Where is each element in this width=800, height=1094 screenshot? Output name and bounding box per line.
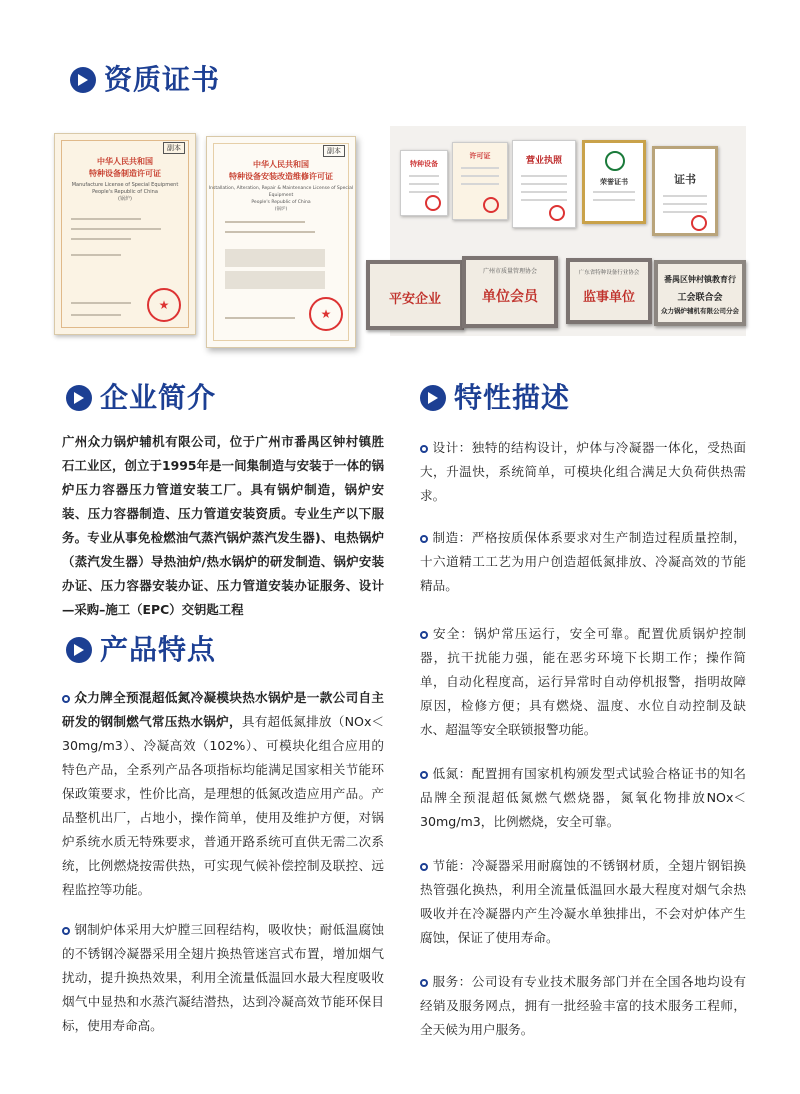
plaque-union: 番禺区钟村镇教育行 工会联合会 众力锅炉辅机有限公司分会 bbox=[654, 260, 746, 326]
cert-subtitle: Manufacture License of Special Equipment People's Republic of China (锅炉) bbox=[71, 182, 179, 202]
feature-energy-saving: 节能：冷凝器采用耐腐蚀的不锈钢材质，全翅片钢铝换热管强化换热，利用全流量低温回水最大程度对烟气余热吸收并在冷凝器内产生冷凝水单独排出，不会对炉体产生腐蚀，保证了使用寿命。 bbox=[420, 858, 746, 945]
heading-title: 产品特点 bbox=[100, 633, 217, 666]
red-seal-icon bbox=[147, 288, 181, 322]
heading-title: 企业简介 bbox=[100, 381, 217, 414]
circle-bullet-icon bbox=[420, 771, 428, 779]
feature-manufacturing: 制造：严格按质保体系要求对生产制造过程质量控制，十六道精工工艺为用户创造超低氮排放、冷凝高效的节能精品。 bbox=[420, 530, 746, 593]
arrow-circle-icon bbox=[66, 637, 92, 663]
heading-title: 特性描述 bbox=[454, 381, 571, 414]
circle-bullet-icon bbox=[420, 535, 428, 543]
business-license: 营业执照 bbox=[512, 140, 576, 228]
circle-bullet-icon bbox=[420, 979, 428, 987]
mini-certificate: 特种设备 bbox=[400, 150, 448, 216]
heading-company bbox=[66, 382, 216, 414]
gold-certificate: 荣誉证书 bbox=[582, 140, 646, 224]
mini-certificate: 许可证 bbox=[452, 142, 508, 220]
cert-title: 中华人民共和国 特种设备制造许可证 bbox=[89, 157, 161, 178]
certificate: 证书 bbox=[652, 146, 718, 236]
arrow-circle-icon bbox=[70, 67, 96, 93]
certificate-collage bbox=[390, 126, 746, 336]
circle-bullet-icon bbox=[420, 445, 428, 453]
circle-bullet-icon bbox=[62, 927, 70, 935]
heading-features bbox=[420, 382, 570, 414]
heading-product bbox=[66, 634, 216, 666]
cert-title: 中华人民共和国 特种设备安装改造维修许可证 bbox=[229, 160, 333, 181]
red-seal-icon bbox=[309, 297, 343, 331]
feature-service: 服务：公司设有专业技术服务部门并在全国各地均设有经销及服务网点，拥有一批经验丰富的技术服务工程师，全天候为用户服务。 bbox=[420, 974, 746, 1037]
product-feature-paragraph: 众力牌全预混超低氮冷凝模块热水锅炉是一款公司自主研发的钢制燃气常压热水锅炉，具有超低氮排放（NOx＜30mg/m3）、冷凝高效（102%）、可模块化组合应用的特色产品，全系列产品各项指标均能满足国家相关节能环保政策要求，性价比高，是理想的低氮改造应用产品。产品整机出厂，占地小，操作简单，使用及维护方便，对锅炉系统水质无特殊要求，普通开路系统可直供无需二次系统，比例燃烧按需供热，可实现气候补偿控制及联控、远程监控等功能。 bbox=[62, 690, 384, 897]
cert-subtitle: Installation, Alteration, Repair & Maintenance License of Special Equipment People's Republic of China (锅炉) bbox=[208, 186, 354, 212]
feature-low-nitrogen: 低氮：配置拥有国家机构颁发型式试验合格证书的知名品牌全预混超低氮燃气燃烧器，氮氧化物排放NOx＜30mg/m3，比例燃烧，安全可靠。 bbox=[420, 766, 746, 829]
circle-bullet-icon bbox=[420, 631, 428, 639]
feature-safety: 安全：锅炉常压运行，安全可靠。配置优质锅炉控制器，抗干扰能力强，能在恶劣环境下长期工作；操作简单，自动化程度高，运行异常时自动停机报警，指明故障原因，检修方便；具有燃烧、温度、水位自动控制及缺水、超温等安全联锁报警功能。 bbox=[420, 626, 746, 737]
company-intro: 广州众力锅炉辅机有限公司，位于广州市番禺区钟村镇胜石工业区，创立于1995年是一间集制造与安装于一体的锅炉压力容器压力管道安装工厂。具有锅炉制造，锅炉安装、压力容器制造、压力管道安装资质。专业生产以下服务。专业从事免检燃油气蒸汽锅炉蒸汽发生器)、电热锅炉（蒸汽发生器）导热油炉/热水锅炉的研发制造、锅炉安装办证、压力容器安装办证、压力管道安装办证服务、设计—采购–施工（EPC）交钥匙工程 bbox=[62, 434, 384, 617]
feature-design: 设计：独特的结构设计，炉体与冷凝器一体化，受热面大，升温快，系统简单，可模块化组合满足大负荷供热需求。 bbox=[420, 440, 746, 503]
plaque-unit-member: 广州市质量管理协会 单位会员 bbox=[462, 256, 558, 328]
manufacture-license-certificate: 副本 中华人民共和国 特种设备制造许可证 Manufacture License of Special Equipment People's Republic of China (锅炉) ★ bbox=[54, 133, 196, 335]
installation-license-certificate: 副本 中华人民共和国 特种设备安装改造维修许可证 Installation, Alteration, Repair & Maintenance License of Special Equipment People's Republic of China (锅炉) ★ bbox=[206, 136, 356, 348]
arrow-circle-icon bbox=[66, 385, 92, 411]
circle-bullet-icon bbox=[420, 863, 428, 871]
heading-qualification bbox=[70, 64, 220, 96]
circle-bullet-icon bbox=[62, 695, 70, 703]
plaque-supervisor-unit: 广东省特种设备行业协会 监事单位 bbox=[566, 258, 652, 324]
heading-title: 资质证书 bbox=[104, 63, 221, 96]
arrow-circle-icon bbox=[420, 385, 446, 411]
product-feature-paragraph: 钢制炉体采用大炉膛三回程结构，吸收快；耐低温腐蚀的不锈钢冷凝器采用全翅片换热管迷宫式布置，增加烟气扰动，提升换热效果，利用全流量低温回水最大程度吸收烟气中显热和水蒸汽凝结潜热，达到冷凝高效节能环保目标，使用寿命高。 bbox=[62, 922, 384, 1033]
plaque-safe-enterprise: 平安企业 bbox=[366, 260, 464, 330]
